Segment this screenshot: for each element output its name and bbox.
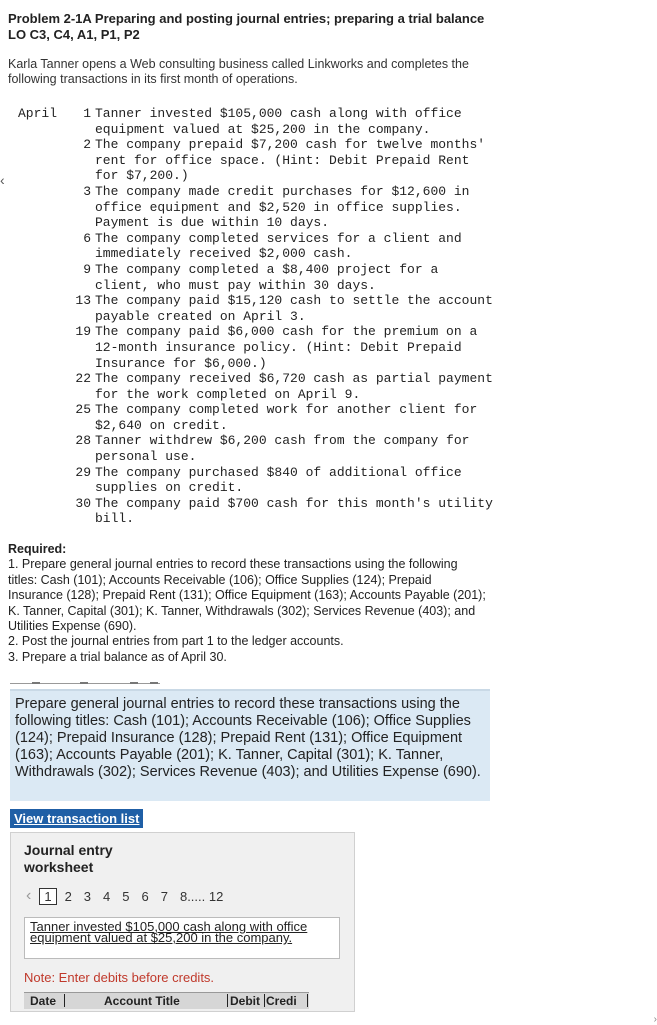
- debit-credit-note: Note: Enter debits before credits.: [24, 970, 215, 985]
- transaction-item: 30 The company paid $700 cash for this month's utility bill.: [75, 495, 493, 527]
- transaction-item: 22 The company received $6,720 cash as partial payment for the work completed on April 9.: [75, 371, 493, 402]
- transaction-item: 1 Tanner invested $105,000 cash along with office equipment valued at $25,200 in the company.: [83, 106, 462, 137]
- transaction-month: April: [18, 106, 58, 121]
- page-button-2[interactable]: 2: [64, 888, 72, 904]
- column-debit: Debit: [230, 994, 260, 1008]
- column-account-title: Account Title: [104, 994, 180, 1008]
- page-button-4[interactable]: 4: [103, 888, 111, 904]
- chevron-left-icon[interactable]: ‹: [0, 172, 5, 188]
- transaction-item: 3 The company made credit purchases for $12,600 in office equipment and $2,520 in office supplies. Payment is due within 10 days.: [83, 183, 470, 231]
- instruction-box: Prepare general journal entries to record these transactions using the following titles: Cash (101); Accounts Receivable (106); Office Supplies (124); Prepaid Insurance (128); Prepaid Rent (131); Office Equipment (163); Accounts Payable (201); K. Tanner, Capital (301); K. Tanner, Withdrawals (302); Services Revenue (403); and Utilities Expense (690).: [10, 689, 490, 801]
- page-button-3[interactable]: 3: [83, 888, 92, 904]
- journal-entry-worksheet: [10, 832, 355, 1012]
- view-transaction-list-button[interactable]: View transaction list: [10, 809, 143, 828]
- page-button-6[interactable]: 6: [141, 888, 149, 904]
- problem-title: [8, 11, 484, 43]
- transaction-item: 9 The company completed a $8,400 project for a client, who must pay within 30 days.: [83, 261, 439, 293]
- required-item-3: 3. Prepare a trial balance as of April 30.: [8, 649, 227, 664]
- worksheet-title: Journal entry worksheet: [24, 842, 113, 875]
- problem-title-line1: Problem 2-1A Preparing and posting journal entries; preparing a trial balance: [8, 11, 485, 26]
- chevron-left-icon[interactable]: ‹: [26, 887, 32, 904]
- page-button-7[interactable]: 7: [160, 888, 168, 904]
- required-section: [8, 542, 488, 665]
- transaction-item: 6 The company completed services for a client and immediately received $2,000 cash.: [83, 230, 462, 262]
- column-credit: Credi: [266, 994, 297, 1008]
- transaction-item: 29 The company purchased $840 of additional office supplies on credit.: [75, 464, 462, 496]
- transaction-description: Tanner invested $105,000 cash along with office equipment valued at $25,200 in the company.: [24, 917, 340, 959]
- journal-table-header: [24, 992, 309, 1009]
- page-button-last[interactable]: 8..... 12: [179, 888, 224, 904]
- transaction-item: 2 The company prepaid $7,200 cash for twelve months' rent for office space. (Hint: Debit Prepaid Rent for $7,200.): [83, 137, 486, 184]
- required-item-1: 1. Prepare general journal entries to record these transactions using the following titles: Cash (101); Accounts Receivable (106); Office Supplies (124); Prepaid Insurance (128); Prepaid Rent (131); Office Equipment (163); Accounts Payable (201); K. Tanner, Capital (301); K. Tanner, Withdrawals (302); Services Revenue (403); and Utilities Expense (690).: [8, 557, 486, 634]
- required-heading: Required:: [8, 542, 67, 556]
- required-item-2: 2. Post the journal entries from part 1 to the ledger accounts.: [8, 634, 344, 649]
- column-date: Date: [30, 994, 57, 1008]
- problem-title-line2: LO C3, C4, A1, P1, P2: [8, 27, 140, 42]
- page-button-1[interactable]: 1: [39, 888, 56, 905]
- page-button-5[interactable]: 5: [122, 888, 130, 904]
- transaction-item: 13 The company paid $15,120 cash to settle the account payable created on April 3.: [75, 293, 493, 324]
- worksheet-pager: [26, 887, 235, 905]
- transaction-item: 25 The company completed work for another client for $2,640 on credit.: [75, 402, 478, 433]
- transaction-item: 19 The company paid $6,000 cash for the premium on a 12-month insurance policy. (Hint: Debit Prepaid Insurance for $6,000.): [75, 324, 478, 371]
- transaction-item: 28 Tanner withdrew $6,200 cash from the company for personal use.: [75, 433, 470, 465]
- transaction-list: [62, 106, 502, 527]
- problem-intro: Karla Tanner opens a Web consulting business called Linkworks and completes the following transactions in its first month of operations.: [8, 57, 469, 86]
- chevron-right-icon[interactable]: ›: [653, 1014, 657, 1025]
